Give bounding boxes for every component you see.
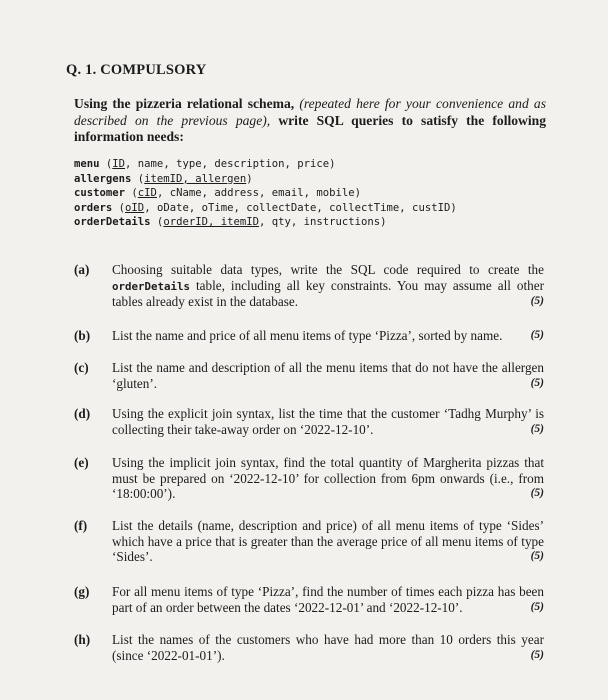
intro-bold-2: write SQL queries to satisfy the following information needs: (74, 112, 547, 144)
part-f: (f) List the details (name, description and price) of all menu items of type ‘Sides’ which have a price that is greater than the average price of all menu items of type ‘Sides’. (5) (74, 518, 544, 564)
schema-orderdetails: orderDetails (orderID, itemID, qty, instructions) (74, 216, 387, 228)
part-d-marks: (5) (530, 422, 544, 435)
part-d-label: (d) (74, 406, 91, 421)
part-h: (h) List the names of the customers who have had more than 10 orders this year (since ‘2022-01-01’). (5) (74, 632, 544, 663)
intro-bold-1: Using the pizzeria relational schema, (74, 96, 295, 111)
relational-schema (74, 157, 457, 230)
part-e: (e) Using the implicit join syntax, find the total quantity of Margherita pizzas that must be prepared on ‘2022-12-10’ for collection from 6pm onwards (i.e., from ‘18:00:00’). (5) (74, 455, 544, 501)
part-a-code: orderDetails (112, 279, 191, 293)
question-intro (74, 96, 546, 146)
part-g-label: (g) (74, 584, 90, 599)
part-f-marks: (5) (530, 550, 544, 562)
schema-allergens: allergens (itemID, allergen) (74, 172, 253, 185)
schema-orders: orders (oID, oDate, oTime, collectDate, collectTime, custID) (74, 201, 457, 214)
part-e-marks: (5) (530, 487, 544, 499)
part-b: (b) (5) List the name and price of all menu items of type ‘Pizza’, sorted by name. (74, 328, 544, 343)
part-e-label: (e) (74, 455, 89, 470)
schema-customer: customer (cID, cName, address, email, mobile) (74, 187, 362, 199)
part-c-marks: (5) (530, 376, 544, 389)
part-a-marks: (5) (530, 295, 544, 307)
part-c: (c) List the name and description of all the menu items that do not have the allergen ‘gluten’. (5) (74, 360, 544, 391)
part-c-label: (c) (74, 360, 89, 375)
intro-italic: (repeated here for your convenience and as described on the previous page), (74, 96, 546, 128)
part-a: (a) Choosing suitable data types, write the SQL code required to create the orderDetails table, including all key constraints. You may assume all other tables already exist in the database. (5) (74, 262, 544, 309)
part-a-label: (a) (74, 262, 90, 277)
part-b-marks: (5) (530, 329, 544, 341)
part-f-label: (f) (74, 518, 88, 533)
part-d: (d) Using the explicit join syntax, list the time that the customer ‘Tadhg Murphy’ is collecting their take-away order on ‘2022-12-10’. (5) (74, 406, 544, 437)
part-g-marks: (5) (530, 600, 544, 613)
part-g: (g) For all menu items of type ‘Pizza’, find the number of times each pizza has been part of an order between the dates ‘2022-12-01’ and ‘2022-12-10’. (5) (74, 584, 544, 615)
part-h-marks: (5) (530, 648, 544, 661)
schema-menu: menu (ID, name, type, description, price) (74, 158, 336, 170)
part-b-label: (b) (74, 328, 91, 343)
part-h-label: (h) (74, 632, 91, 647)
question-title: Q. 1. COMPULSORY (66, 62, 207, 78)
